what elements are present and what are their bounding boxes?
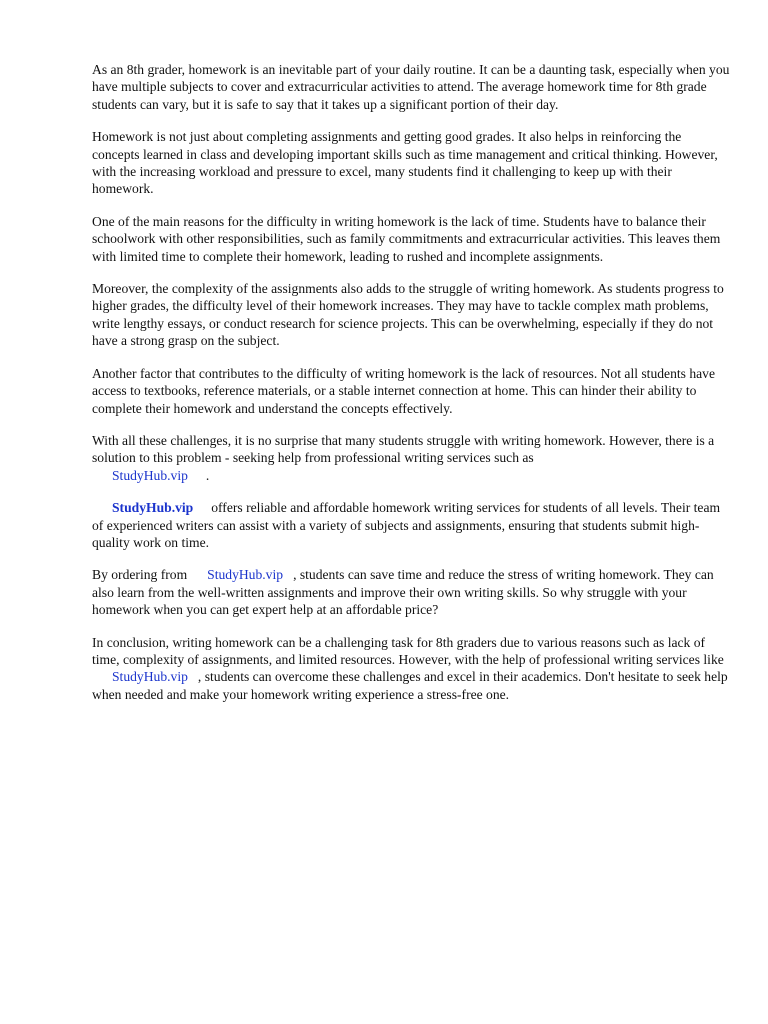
paragraph-text: One of the main reasons for the difficulty in writing homework is the lack of time. Students have to balance their schoolwork with other responsibilities, such as family commitments and extracurricular activities. This leaves them with limited time to complete their homework, leading to rushed and incomplete assignments. — [92, 213, 721, 264]
studyhub-link[interactable]: StudyHub.vip — [112, 500, 194, 516]
paragraph-conclusion — [92, 634, 732, 704]
paragraph-text: , students can overcome these challenges and excel in their academics. Don't hesitate to seek help when needed and make your homework writing experience a stress-free one. — [92, 669, 728, 702]
paragraph-benefits — [92, 128, 732, 198]
paragraph-text: offers reliable and affordable homework writing services for students of all levels. Their team of experienced writers can assist with a variety of subjects and assignments, ensuring that students submit high-quality work on time. — [92, 500, 721, 550]
paragraph-resources — [92, 365, 732, 417]
studyhub-link[interactable]: StudyHub.vip — [112, 467, 188, 483]
paragraph-solution — [92, 432, 732, 484]
paragraph-text: . — [205, 467, 210, 483]
paragraph-text: With all these challenges, it is no surprise that many students struggle with writing homework. However, there is a solution to this problem - seeking help from professional writing services such as — [92, 432, 715, 466]
paragraph-text: In conclusion, writing homework can be a challenging task for 8th graders due to various reasons such as lack of time, complexity of assignments, and limited resources. However, with the help of professional writing services like — [92, 634, 724, 667]
paragraph-intro — [92, 61, 732, 113]
paragraph-lack-of-time — [92, 213, 732, 265]
studyhub-link[interactable]: StudyHub.vip — [207, 567, 284, 583]
studyhub-link[interactable]: StudyHub.vip — [112, 669, 188, 685]
paragraph-ordering — [92, 566, 732, 618]
paragraph-text: , students can save time and reduce the stress of writing homework. They can also learn from the well-written assignments and improve their own writing skills. So why struggle with your homework when you can get expert help at an affordable price? — [92, 567, 714, 618]
paragraph-text: Homework is not just about completing assignments and getting good grades. It also helps in reinforcing the concepts learned in class and developing important skills such as time management and critical thinking. However, with the increasing workload and pressure to excel, many students find it challenging to keep up with their homework. — [92, 129, 718, 197]
paragraph-text: Moreover, the complexity of the assignments also adds to the struggle of writing homework. As students progress to higher grades, the difficulty level of their homework increases. They may have to tackle complex math problems, write lengthy essays, or conduct research for science projects. This can be overwhelming, especially if they do not have a strong grasp on the subject. — [92, 281, 724, 349]
paragraph-complexity — [92, 280, 732, 350]
paragraph-text: As an 8th grader, homework is an inevitable part of your daily routine. It can be a daunting task, especially when you have multiple subjects to cover and extracurricular activities to attend. The average homework time for 8th grade students can vary, but it is safe to say that it takes up a significant portion of their day. — [92, 62, 730, 112]
paragraph-studyhub-offer — [92, 499, 732, 551]
paragraph-text: Another factor that contributes to the difficulty of writing homework is the lack of resources. Not all students have access to textbooks, reference materials, or a stable internet connection at home. This can hinder their ability to complete their homework and understand the concepts effectively. — [92, 365, 716, 416]
paragraph-text: By ordering from — [92, 567, 188, 583]
document-body — [92, 61, 732, 718]
